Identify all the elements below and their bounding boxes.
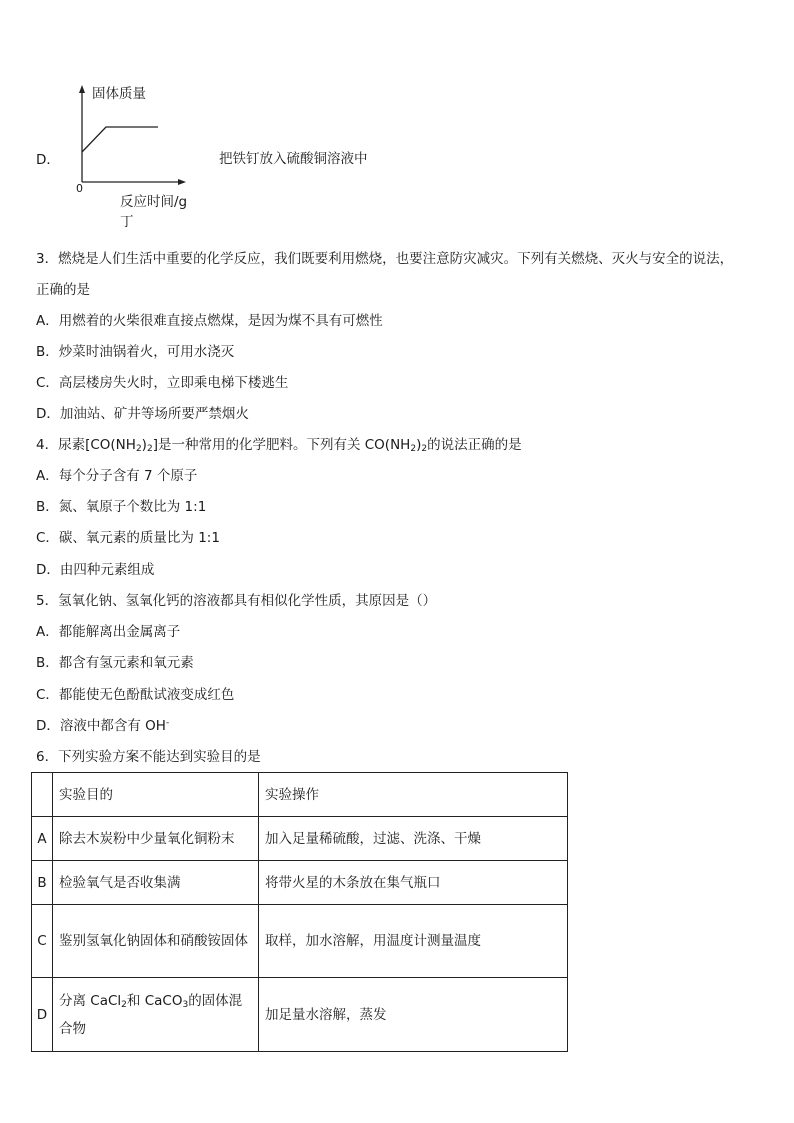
q5-stem: 5．氢氧化钠、氢氧化钙的溶液都具有相似化学性质，其原因是（） bbox=[36, 593, 437, 609]
q3-option-c: C．高层楼房失火时，立即乘电梯下楼逃生 bbox=[36, 375, 289, 391]
q4-option-c: C．碳、氧元素的质量比为 1:1 bbox=[36, 530, 220, 546]
graph-y-label: 固体质量 bbox=[92, 86, 146, 102]
experiment-table bbox=[31, 772, 568, 1052]
q3-option-d: D．加油站、矿井等场所要严禁烟火 bbox=[36, 406, 249, 422]
table-row bbox=[32, 861, 568, 905]
q3-stem-line2: 正确的是 bbox=[36, 282, 90, 298]
mass-curve bbox=[82, 127, 158, 152]
row-purpose: 检验氧气是否收集满 bbox=[53, 861, 259, 905]
q2-option-d-description: 把铁钉放入硫酸铜溶液中 bbox=[219, 151, 368, 167]
table-header-purpose: 实验目的 bbox=[53, 773, 259, 817]
q5-option-c: C．都能使无色酚酞试液变成红色 bbox=[36, 687, 235, 703]
q4-option-b: B．氮、氧原子个数比为 1:1 bbox=[36, 499, 207, 515]
row-key: B bbox=[32, 861, 53, 905]
graph-caption: 丁 bbox=[120, 214, 134, 230]
row-purpose: 鉴别氢氧化钠固体和硝酸铵固体 bbox=[53, 905, 259, 978]
graph-x-label: 反应时间/g bbox=[120, 194, 188, 210]
table-row bbox=[32, 817, 568, 861]
q4-stem: 4．尿素$[CO(NH_2)_2]$是一种常用的化学肥料。下列有关 $CO(NH_2)_2$的说法正确的是 bbox=[36, 437, 522, 454]
q2-option-d-label: D． bbox=[36, 152, 60, 168]
row-key: D bbox=[32, 978, 53, 1052]
q3-option-a: A．用燃着的火柴很难直接点燃煤，是因为煤不具有可燃性 bbox=[36, 313, 383, 329]
table-row bbox=[32, 978, 568, 1052]
q4-option-a: A．每个分子含有 7 个原子 bbox=[36, 468, 198, 484]
q5-option-a: A．都能解离出金属离子 bbox=[36, 624, 181, 640]
row-operation: 加入足量稀硫酸，过滤、洗涤、干燥 bbox=[259, 817, 568, 861]
q5-option-b: B．都含有氢元素和氧元素 bbox=[36, 655, 194, 671]
table-row bbox=[32, 905, 568, 978]
x-axis-arrow bbox=[178, 179, 186, 185]
q4-option-d: D．由四种元素组成 bbox=[36, 562, 155, 578]
table-header-key bbox=[32, 773, 53, 817]
row-operation: 取样，加水溶解，用温度计测量温度 bbox=[259, 905, 568, 978]
row-key: A bbox=[32, 817, 53, 861]
q3-stem-line1: 3．燃烧是人们生活中重要的化学反应，我们既要利用燃烧，也要注意防灾减灾。下列有关燃烧、灭火与安全的说法， bbox=[36, 251, 734, 267]
table-header-operation: 实验操作 bbox=[259, 773, 568, 817]
row-operation: 将带火星的木条放在集气瓶口 bbox=[259, 861, 568, 905]
q5-option-d: D．溶液中都含有 OH- bbox=[36, 718, 170, 734]
row-purpose: 分离 CaCl$_2$和 CaCO$_3$的固体混合物 bbox=[53, 978, 259, 1052]
q6-stem: 6．下列实验方案不能达到实验目的是 bbox=[36, 749, 261, 765]
q3-option-b: B．炒菜时油锅着火，可用水浇灭 bbox=[36, 344, 235, 360]
graph-origin-label: 0 bbox=[76, 182, 83, 195]
row-purpose: 除去木炭粉中少量氧化铜粉末 bbox=[53, 817, 259, 861]
row-operation: 加足量水溶解，蒸发 bbox=[259, 978, 568, 1052]
y-axis-arrow bbox=[79, 85, 85, 93]
row-key: C bbox=[32, 905, 53, 978]
table-header-row bbox=[32, 773, 568, 817]
